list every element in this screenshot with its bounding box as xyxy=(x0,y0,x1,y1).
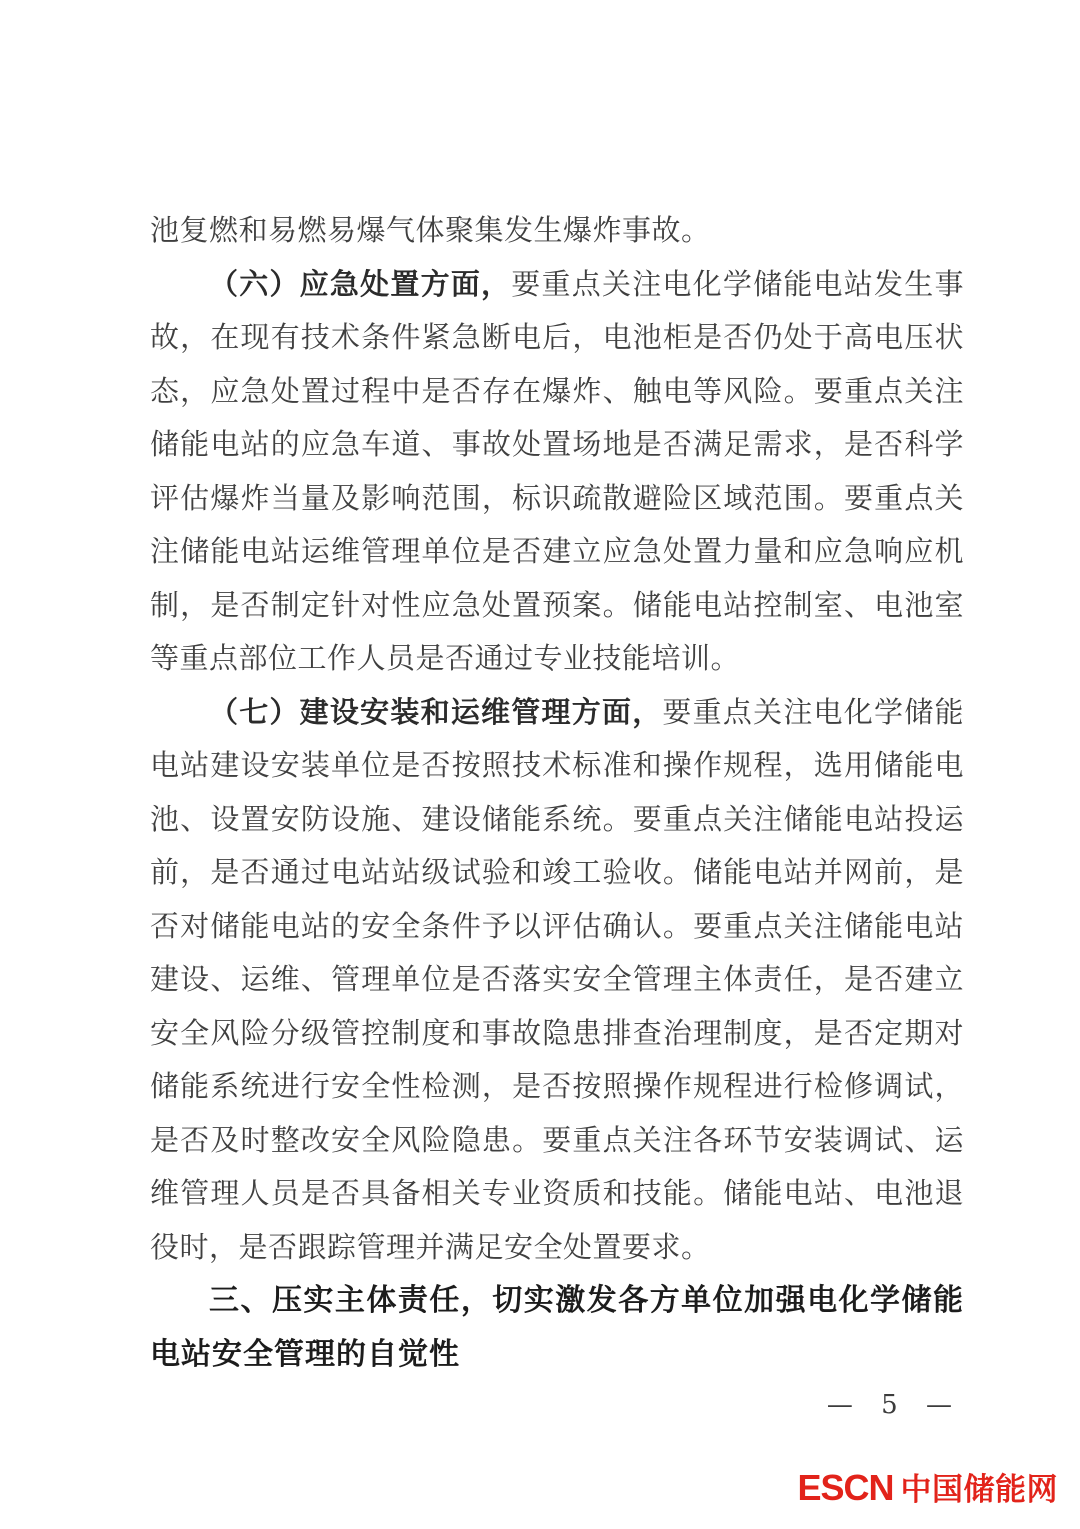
paragraph-text: 要重点关注电化学储能电站发生事故，在现有技术条件紧急断电后，电池柜是否仍处于高电压状态，应急处置过程中是否存在爆炸、触电等风险。要重点关注储能电站的应急车道、事故处置场地是否满足需求，是否科学评估爆炸当量及影响范围，标识疏散避险区域范围。要重点关注储能电站运维管理单位是否建立应急处置力量和应急响应机制，是否制定针对性应急处置预案。储能电站控制室、电池室等重点部位工作人员是否通过专业技能培训。 xyxy=(150,266,964,675)
logo-latin-text: ESCN xyxy=(797,1467,894,1508)
page-number: — 5 — xyxy=(826,1390,962,1420)
paragraph-text: 池复燃和易燃易爆气体聚集发生爆炸事故。 xyxy=(150,213,711,247)
paragraph-text: 要重点关注电化学储能电站建设安装单位是否按照技术标准和操作规程，选用储能电池、设置安防设施、建设储能系统。要重点关注储能电站投运前，是否通过电站站级试验和竣工验收。储能电站并网前，是否对储能电站的安全条件予以评估确认。要重点关注储能电站建设、运维、管理单位是否落实安全管理主体责任，是否建立安全风险分级管控制度和事故隐患排查治理制度，是否定期对储能系统进行安全性检测，是否按照操作规程进行检修调试，是否及时整改安全风险隐患。要重点关注各环节安装调试、运维管理人员是否具备相关专业资质和技能。储能电站、电池退役时，是否跟踪管理并满足安全处置要求。 xyxy=(150,694,964,1264)
paragraph-continuation xyxy=(150,204,964,258)
document-body xyxy=(150,204,964,1381)
paragraph-lead: （七）建设安装和运维管理方面， xyxy=(209,694,663,729)
paragraph-section-seven xyxy=(150,686,964,1275)
paragraph-lead: （六）应急处置方面， xyxy=(209,266,512,301)
section-heading: 三、压实主体责任，切实激发各方单位加强电化学储能电站安全管理的自觉性 xyxy=(150,1284,964,1371)
paragraph-section-six xyxy=(150,258,964,686)
escn-watermark-logo xyxy=(797,1467,1058,1508)
logo-chinese-text: 中国储能网 xyxy=(900,1472,1058,1507)
